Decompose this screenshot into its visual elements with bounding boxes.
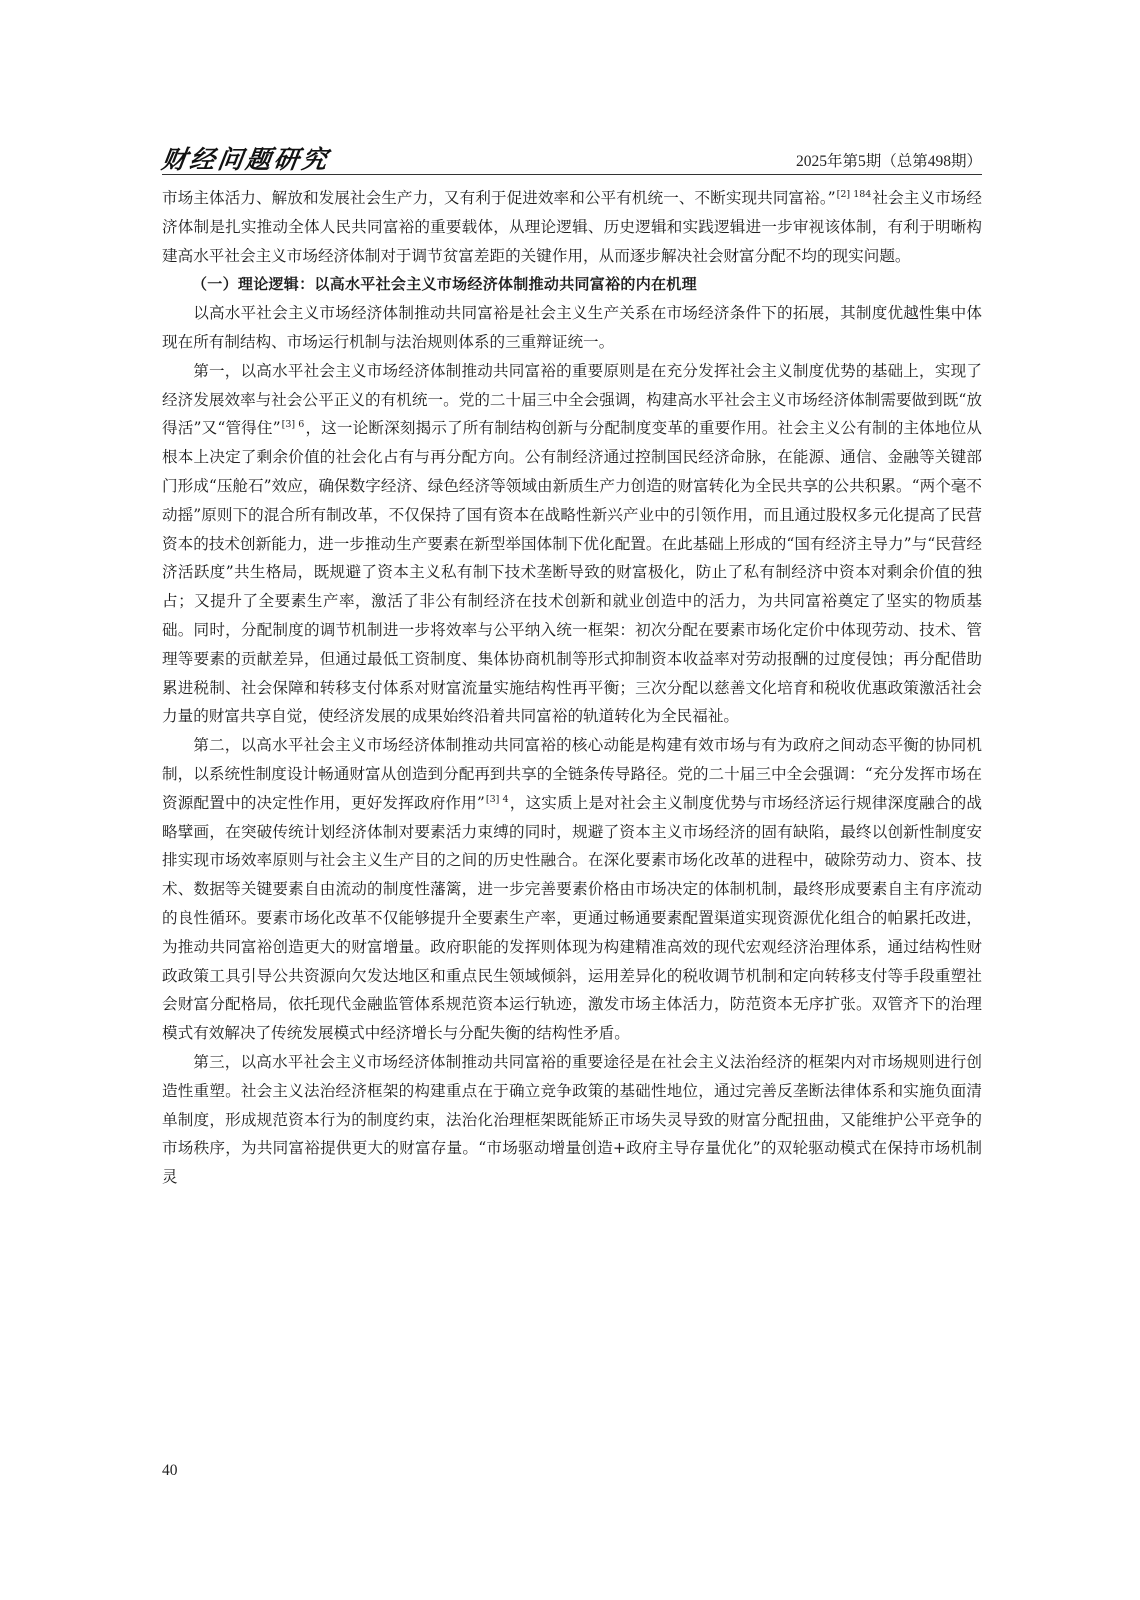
page-header bbox=[159, 140, 982, 174]
journal-logo: 财经问题研究 bbox=[159, 145, 332, 174]
paragraph-4-text-a: 第二，以高水平社会主义市场经济体制推动共同富裕的核心动能是构建有效市场与有为政府之间动态平衡的协同机制，以系统性制度设计畅通财富从创造到分配再到共享的全链条传导路径。党的二十届三中全会强调：“充分发挥市场在资源配置中的决定性作用，更好发挥政府作用” bbox=[162, 736, 982, 812]
article-body bbox=[162, 184, 982, 1192]
paragraph-3 bbox=[162, 357, 982, 731]
paragraph-3-text-b: ，这一论断深刻揭示了所有制结构创新与分配制度变革的重要作用。社会主义公有制的主体地位从根本上决定了剩余价值的社会化占有与再分配方向。公有制经济通过控制国民经济命脉，在能源、通信、金融等关键部门形成“压舱石”效应，确保数字经济、绿色经济等领域由新质生产力创造的财富转化为全民共享的公共积累。“两个毫不动摇”原则下的混合所有制改革，不仅保持了国有资本在战略性新兴产业中的引领作用，而且通过股权多元化提高了民营资本的技术创新能力，进一步推动生产要素在新型举国体制下优化配置。在此基础上形成的“国有经济主导力”与“民营经济活跃度”共生格局，既规避了资本主义私有制下技术垄断导致的财富极化，防止了私有制经济中资本对剩余价值的独占；又提升了全要素生产率，激活了非公有制经济在技术创新和就业创造中的活力，为共同富裕奠定了坚实的物质基础。同时，分配制度的调节机制进一步将效率与公平纳入统一框架：初次分配在要素市场化定价中体现劳动、技术、管理等要素的贡献差异，但通过最低工资制度、集体协商机制等形式抑制资本收益率对劳动报酬的过度侵蚀；再分配借助累进税制、社会保障和转移支付体系对财富流量实施结构性再平衡；三次分配以慈善文化培育和税收优惠政策激活社会力量的财富共享自觉，使经济发展的成果始终沿着共同富裕的轨道转化为全民福祉。 bbox=[162, 419, 982, 726]
citation-2: [2] 184 bbox=[836, 189, 872, 200]
paragraph-4 bbox=[162, 731, 982, 1048]
header-rule bbox=[162, 174, 982, 175]
paragraph-2: 以高水平社会主义市场经济体制推动共同富裕是社会主义生产关系在市场经济条件下的拓展，其制度优越性集中体现在所有制结构、市场运行机制与法治规则体系的三重辩证统一。 bbox=[162, 304, 982, 351]
paragraph-5: 第三，以高水平社会主义市场经济体制推动共同富裕的重要途径是在社会主义法治经济的框架内对市场规则进行创造性重塑。社会主义法治经济框架的构建重点在于确立竞争政策的基础性地位，通过完善反垄断法律体系和实施负面清单制度，形成规范资本行为的制度约束，法治化治理框架既能矫正市场失灵导致的财富分配扭曲，又能维护公平竞争的市场秩序，为共同富裕提供更大的财富存量。“市场驱动增量创造+政府主导存量优化”的双轮驱动模式在保持市场机制灵 bbox=[162, 1052, 982, 1187]
paragraph-1-text-a: 市场主体活力、解放和发展社会生产力，又有利于促进效率和公平有机统一、不断实现共同富裕。” bbox=[162, 189, 836, 207]
page-number: 40 bbox=[162, 1462, 178, 1479]
citation-3-6: [3] 6 bbox=[281, 419, 305, 431]
paragraph-1-text-b: 社会主义市场经济体制是扎实推动全体人民共同富裕的重要载体，从理论逻辑、历史逻辑和实践逻辑进一步审视该体制，有利于明晰构建高水平社会主义市场经济体制对于调节贫富差距的关键作用，从而逐步解决社会财富分配不均的现实问题。 bbox=[162, 189, 982, 265]
paragraph-3-text-a: 第一，以高水平社会主义市场经济体制推动共同富裕的重要原则是在充分发挥社会主义制度优势的基础上，实现了经济发展效率与社会公平正义的有机统一。党的二十届三中全会强调，构建高水平社会主义市场经济体制需要做到既“放得活”又“管得住” bbox=[162, 361, 982, 438]
paragraph-1 bbox=[162, 184, 982, 270]
citation-3-4: [3] 4 bbox=[485, 793, 509, 805]
issue-info: 2025年第5期（总第498期） bbox=[795, 153, 982, 170]
section-heading: （一）理论逻辑：以高水平社会主义市场经济体制推动共同富裕的内在机理 bbox=[192, 275, 697, 294]
paragraph-4-text-b: ，这实质上是对社会主义制度优势与市场经济运行规律深度融合的战略擘画，在突破传统计划经济体制对要素活力束缚的同时，规避了资本主义市场经济的固有缺陷，最终以创新性制度安排实现市场效率原则与社会主义生产目的之间的历史性融合。在深化要素市场化改革的进程中，破除劳动力、资本、技术、数据等关键要素自由流动的制度性藩篱，进一步完善要素价格由市场决定的体制机制，最终形成要素自主有序流动的良性循环。要素市场化改革不仅能够提升全要素生产率，更通过畅通要素配置渠道实现资源优化组合的帕累托改进，为推动共同富裕创造更大的财富增量。政府职能的发挥则体现为构建精准高效的现代宏观经济治理体系，通过结构性财政政策工具引导公共资源向欠发达地区和重点民生领域倾斜，运用差异化的税收调节机制和定向转移支付等手段重塑社会财富分配格局，依托现代金融监管体系规范资本运行轨迹，激发市场主体活力，防范资本无序扩张。双管齐下的治理模式有效解决了传统发展模式中经济增长与分配失衡的结构性矛盾。 bbox=[162, 793, 982, 1043]
